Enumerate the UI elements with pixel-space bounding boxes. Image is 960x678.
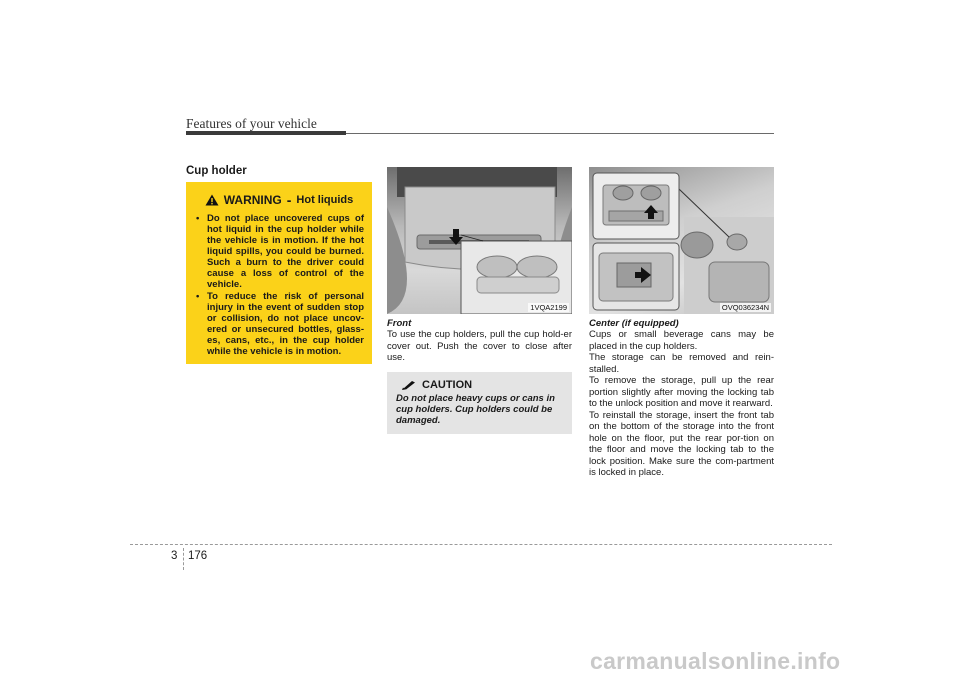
center-paragraph: Cups or small beverage cans may be placed in the cup holders. — [589, 329, 774, 352]
front-text: To use the cup holders, pull the cup hold-er cover out. Push the cover to close after use. — [387, 329, 572, 363]
warning-topic: Hot liquids — [296, 194, 354, 206]
footer-divider — [183, 548, 184, 570]
header-rule-thin — [346, 133, 774, 134]
center-cup-holder-photo — [589, 167, 774, 314]
caution-header — [402, 379, 563, 391]
footer-page-number: 176 — [188, 550, 208, 562]
caution-pencil-icon — [402, 380, 416, 390]
section-title: Cup holder — [186, 165, 247, 177]
caution-word: CAUTION — [422, 379, 473, 391]
warning-box — [186, 182, 372, 364]
front-heading: Front — [387, 318, 412, 329]
front-cup-holder-illustration — [387, 167, 572, 314]
center-paragraph: To remove the storage, pull up the rear portion slightly after moving the locking tab to the unlock position and move it rearward. — [589, 375, 774, 409]
header-title: Features of your vehicle — [186, 116, 317, 131]
warning-header — [194, 192, 364, 208]
center-cup-holder-illustration — [589, 167, 774, 314]
center-heading: Center (if equipped) — [589, 318, 679, 329]
warning-triangle-icon — [205, 194, 219, 206]
center-image-code: OVQ036234N — [721, 303, 769, 312]
warning-dash: - — [286, 192, 292, 208]
center-paragraph: To reinstall the storage, insert the front tab on the bottom of the storage into the front hole on the floor, put the rear por-tion on the floor and move the locking tab to the lock position. Make sure the com-partment is locked in place. — [589, 409, 774, 478]
warning-word: WARNING — [223, 193, 282, 207]
footer-rule — [130, 544, 832, 545]
caution-box — [387, 372, 572, 434]
center-text — [589, 329, 774, 479]
warning-list — [194, 213, 364, 357]
center-paragraph: The storage can be removed and rein-stalled. — [589, 352, 774, 375]
warning-item: • Do not place uncovered cups of hot liquid in the cup holder while the vehicle is in motion. If the hot liquid spills, you could be burned. Such a burn to the driver could cause a loss of control of the vehicle. — [194, 213, 364, 290]
header-rule-thick — [186, 131, 346, 135]
footer-chapter-number: 3 — [171, 550, 178, 562]
front-image-code: 1VQA2199 — [530, 303, 567, 312]
warning-item: • To reduce the risk of personal injury in the event of sudden stop or collision, do not place uncov-ered or unsecured bottles, glass-es, cans, etc., in the cup holder while the vehicle is in motion. — [194, 291, 364, 357]
watermark: carmanualsonline.info — [590, 648, 841, 674]
caution-text: Do not place heavy cups or cans in cup holders. Cup holders could be damaged. — [396, 393, 555, 426]
front-cup-holder-photo — [387, 167, 572, 314]
